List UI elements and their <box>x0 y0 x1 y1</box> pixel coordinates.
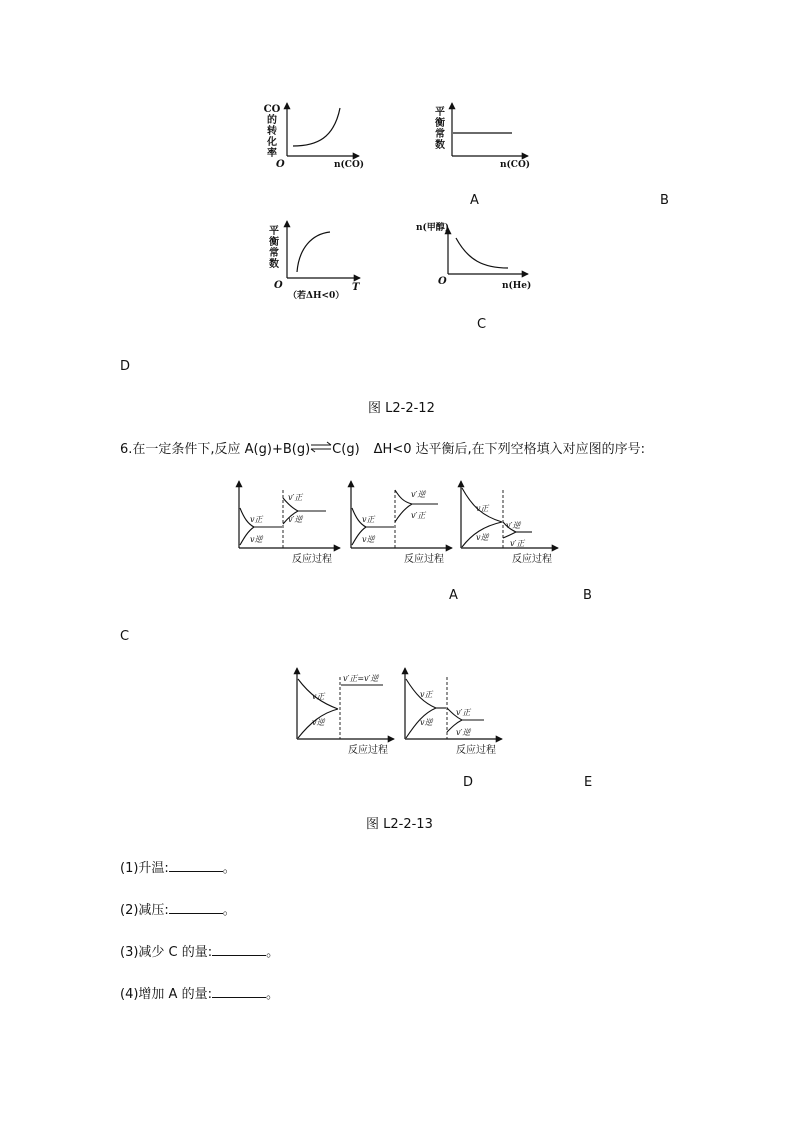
answer-prompt: (1)升温: <box>120 861 169 876</box>
stem-instruction: 达平衡后,在下列空格填入对应图的序号: <box>415 442 646 457</box>
figure-letter-d: D <box>463 775 474 790</box>
answer-blank[interactable] <box>169 859 223 872</box>
y-label-line: 平 <box>435 107 445 118</box>
v-forward-prime-label: v′正 <box>288 493 303 502</box>
stem-product: C(g) <box>332 442 360 457</box>
v-reverse-label: v逆 <box>476 533 489 542</box>
answer-prompt: (2)减压: <box>120 903 169 918</box>
answer-blank[interactable] <box>169 901 223 914</box>
v-reverse-label: v逆 <box>250 535 263 544</box>
v-reverse-label: v逆 <box>420 718 433 727</box>
answer-line-1 <box>120 859 236 877</box>
x-axis-label: n(CO) <box>334 160 365 170</box>
v-reverse-prime-label: v′逆 <box>288 515 303 524</box>
x-axis-label: 反应过程 <box>512 554 552 565</box>
answer-period: 。 <box>222 861 236 876</box>
answer-period: 。 <box>265 987 279 1002</box>
y-label-line: 平 <box>269 226 279 237</box>
answer-blank[interactable] <box>212 943 266 956</box>
stem-enthalpy: ΔH<0 <box>373 442 412 457</box>
figure-letter-c: C <box>477 317 487 332</box>
rate-graph-a <box>232 478 342 568</box>
v-reverse-label: v逆 <box>312 718 325 727</box>
graph-equilibrium-constant-t <box>262 218 372 303</box>
y-label-line: 化 <box>267 137 277 148</box>
x-axis-label: n(CO) <box>500 160 531 170</box>
y-label-line: 的 <box>267 115 277 126</box>
y-label-line: 数 <box>269 259 279 270</box>
rate-graph-d <box>290 665 400 757</box>
x-axis-label: 反应过程 <box>348 745 388 756</box>
y-label-line: 衡 <box>435 118 445 129</box>
v-forward-label: v正 <box>420 690 433 699</box>
x-axis-label: 反应过程 <box>456 745 496 756</box>
figure-caption: 图 L2-2-13 <box>366 817 433 832</box>
graph-co-conversion <box>262 100 372 175</box>
figure-letter-c: C <box>120 629 130 644</box>
v-forward-label: v正 <box>362 515 375 524</box>
origin-label: O <box>438 276 447 287</box>
rate-graph-c <box>454 478 566 568</box>
figure-letter-d: D <box>120 359 131 374</box>
y-label-line: 衡 <box>269 237 279 248</box>
v-forward-prime-label: v′正 <box>456 708 471 717</box>
question-6-stem <box>120 442 645 458</box>
y-label-line: 数 <box>435 140 445 151</box>
answer-prompt: (4)增加 A 的量: <box>120 987 212 1002</box>
x-axis-label: 反应过程 <box>404 554 444 565</box>
x-axis-label: 反应过程 <box>292 554 332 565</box>
figure-letter-b: B <box>583 588 592 603</box>
answer-blank[interactable] <box>212 985 266 998</box>
y-label-line: 常 <box>269 248 279 259</box>
condition-note: （若ΔH<0） <box>288 291 345 301</box>
figure-caption: 图 L2-2-12 <box>368 401 435 416</box>
graph-equilibrium-constant-n <box>430 100 540 175</box>
v-forward-label: v正 <box>312 692 325 701</box>
equilibrium-arrow <box>310 441 332 457</box>
origin-label: O <box>276 159 285 170</box>
v-reverse-prime-label: v′逆 <box>456 728 471 737</box>
y-axis-label: n(甲醇) <box>416 223 450 233</box>
y-label-line: CO <box>263 104 281 115</box>
v-reverse-prime-label: v′逆 <box>411 490 426 499</box>
v-forward-prime-label: v′正 <box>510 539 525 548</box>
answer-line-4 <box>120 985 279 1003</box>
v-forward-label: v正 <box>476 504 489 513</box>
answer-line-3 <box>120 943 279 961</box>
origin-label: O <box>274 280 283 291</box>
x-axis-label: n(He) <box>502 281 532 291</box>
answer-period: 。 <box>266 945 280 960</box>
graph-methanol-he <box>416 220 538 295</box>
v-equal-label: v′正=v′逆 <box>343 674 379 683</box>
y-label-line: 率 <box>267 148 277 159</box>
figure-letter-b: B <box>660 193 669 208</box>
v-reverse-label: v逆 <box>362 535 375 544</box>
y-label-line: 转 <box>267 126 277 137</box>
x-axis-label: T <box>352 282 360 293</box>
stem-reactants: 6.在一定条件下,反应 A(g)+B(g) <box>120 442 311 457</box>
v-forward-prime-label: v′正 <box>411 511 426 520</box>
v-forward-label: v正 <box>250 515 263 524</box>
rate-graph-e <box>398 665 508 757</box>
answer-prompt: (3)减少 C 的量: <box>120 945 213 960</box>
v-reverse-prime-label: v′逆 <box>506 521 521 530</box>
answer-period: 。 <box>222 903 236 918</box>
figure-letter-a: A <box>449 588 458 603</box>
y-label-line: 常 <box>435 129 445 140</box>
answer-line-2 <box>120 901 236 919</box>
figure-letter-e: E <box>584 775 593 790</box>
rate-graph-b <box>344 478 454 568</box>
figure-letter-a: A <box>470 193 479 208</box>
